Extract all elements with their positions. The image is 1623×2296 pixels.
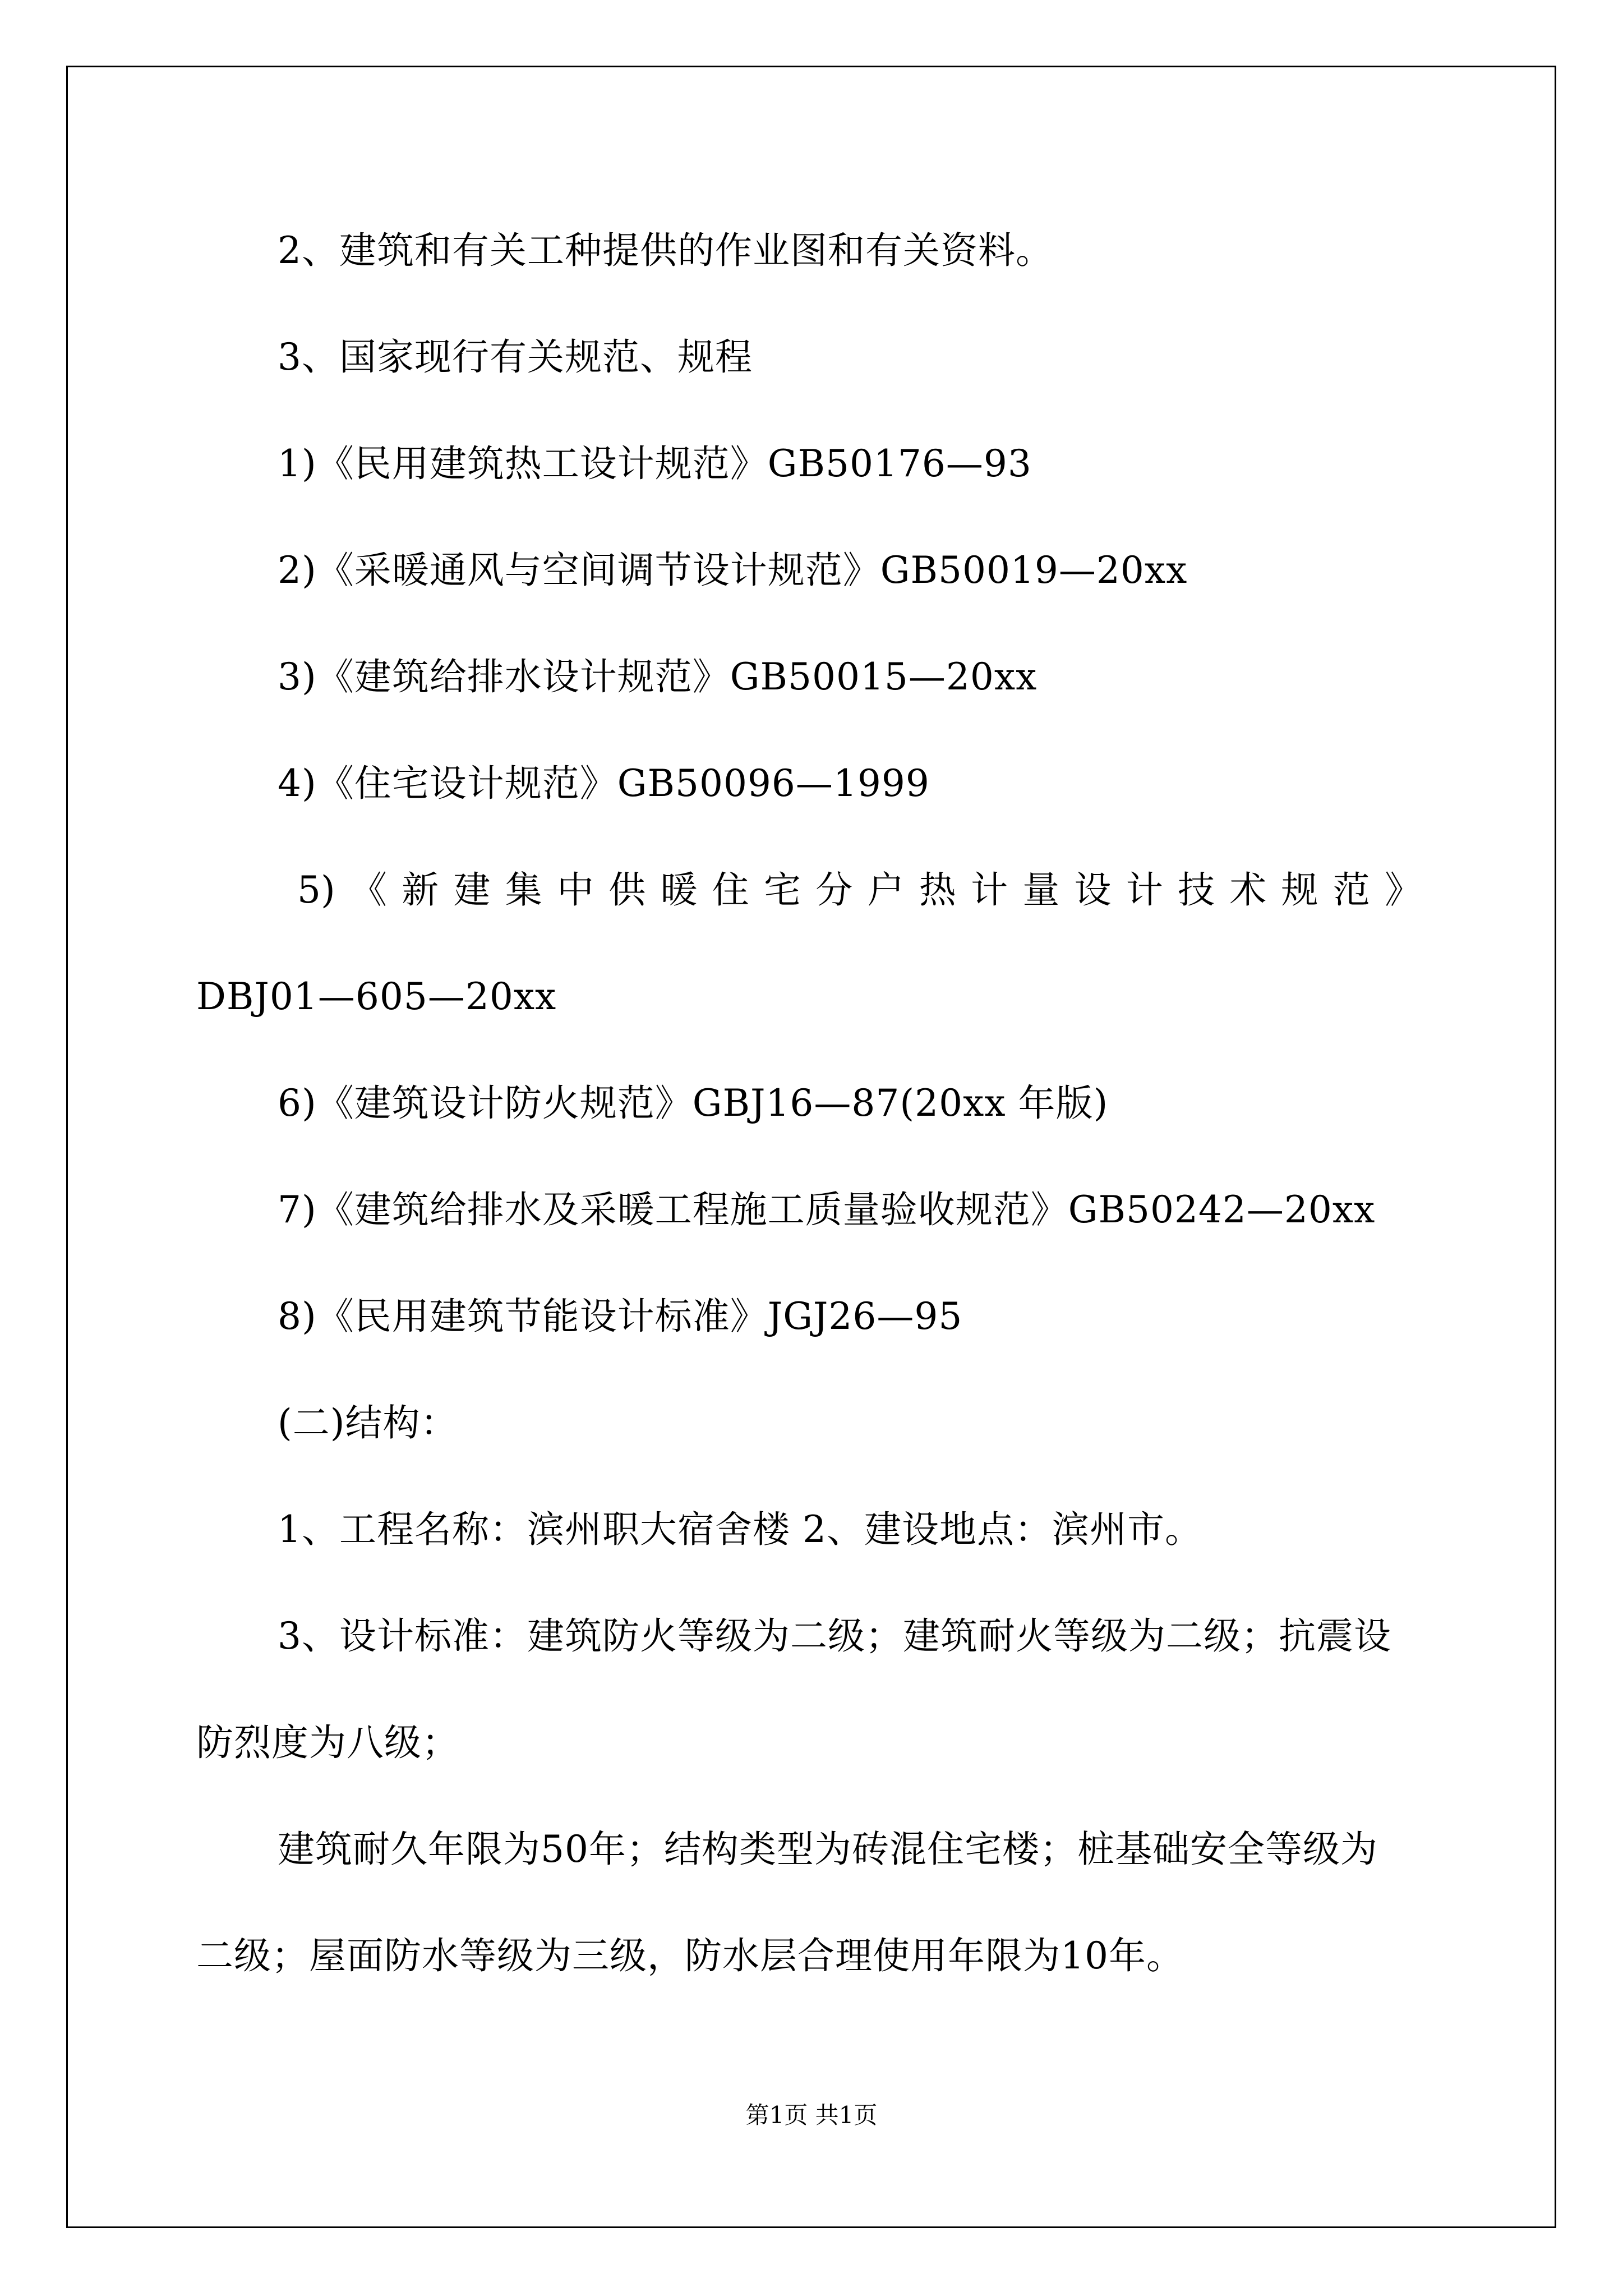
justified-token: 新 xyxy=(402,868,439,912)
reference-item: 4)《住宅设计规范》GB50096—1999 xyxy=(278,762,930,805)
justified-token: 建 xyxy=(453,868,491,912)
reference-item: 6)《建筑设计防火规范》GBJ16—87(20xx 年版) xyxy=(278,1082,1109,1125)
justified-token: 分 xyxy=(815,868,853,912)
justified-token: 集 xyxy=(505,868,542,912)
page-number-footer: 第1页 共1页 xyxy=(745,2101,878,2129)
justified-token: 规 xyxy=(1281,868,1318,912)
reference-item: 7)《建筑给排水及采暖工程施工质量验收规范》GB50242—20xx xyxy=(278,1188,1376,1231)
justified-token: 范 xyxy=(1332,868,1370,912)
justified-token: 技 xyxy=(1178,868,1215,912)
paragraph-line: 建筑耐久年限为50年；结构类型为砖混住宅楼；桩基础安全等级为 xyxy=(278,1828,1378,1871)
page-border xyxy=(66,66,1556,2228)
justified-token: 供 xyxy=(608,868,646,912)
justified-token: 设 xyxy=(1074,868,1112,912)
justified-token: 《 xyxy=(350,868,387,912)
justified-token: 计 xyxy=(971,868,1008,912)
paragraph-line: 二级；屋面防水等级为三级，防水层合理使用年限为10年。 xyxy=(196,1934,1184,1977)
justified-token: 量 xyxy=(1022,868,1060,912)
reference-item-justified xyxy=(297,868,1422,913)
reference-item: 2)《采暖通风与空间调节设计规范》GB50019—20xx xyxy=(278,549,1188,592)
justified-token: 计 xyxy=(1126,868,1163,912)
section-heading: (二)结构： xyxy=(278,1401,458,1444)
justified-token: 宅 xyxy=(764,868,801,912)
reference-item: 1)《民用建筑热工设计规范》GB50176—93 xyxy=(278,442,1032,485)
paragraph-line: 防烈度为八级； xyxy=(196,1721,459,1764)
paragraph-line: 2、建筑和有关工种提供的作业图和有关资料。 xyxy=(278,229,1053,272)
justified-token: 热 xyxy=(919,868,956,912)
reference-item: 8)《民用建筑节能设计标准》JGJ26—95 xyxy=(278,1295,963,1338)
reference-item: 3)《建筑给排水设计规范》GB50015—20xx xyxy=(278,655,1038,698)
paragraph-line: 1、工程名称：滨州职大宿舍楼 2、建设地点：滨州市。 xyxy=(278,1508,1202,1551)
justified-token: 》 xyxy=(1385,868,1422,912)
reference-item-continuation: DBJ01—605—20xx xyxy=(196,975,557,1018)
justified-token: 户 xyxy=(867,868,905,912)
justified-token: 术 xyxy=(1229,868,1267,912)
justified-token: 住 xyxy=(712,868,749,912)
justified-token: 5) xyxy=(297,868,335,912)
justified-token: 暖 xyxy=(660,868,698,912)
justified-token: 中 xyxy=(557,868,594,912)
paragraph-line: 3、国家现行有关规范、规程 xyxy=(278,335,753,379)
paragraph-line: 3、设计标准：建筑防火等级为二级；建筑耐火等级为二级；抗震设 xyxy=(278,1614,1391,1658)
